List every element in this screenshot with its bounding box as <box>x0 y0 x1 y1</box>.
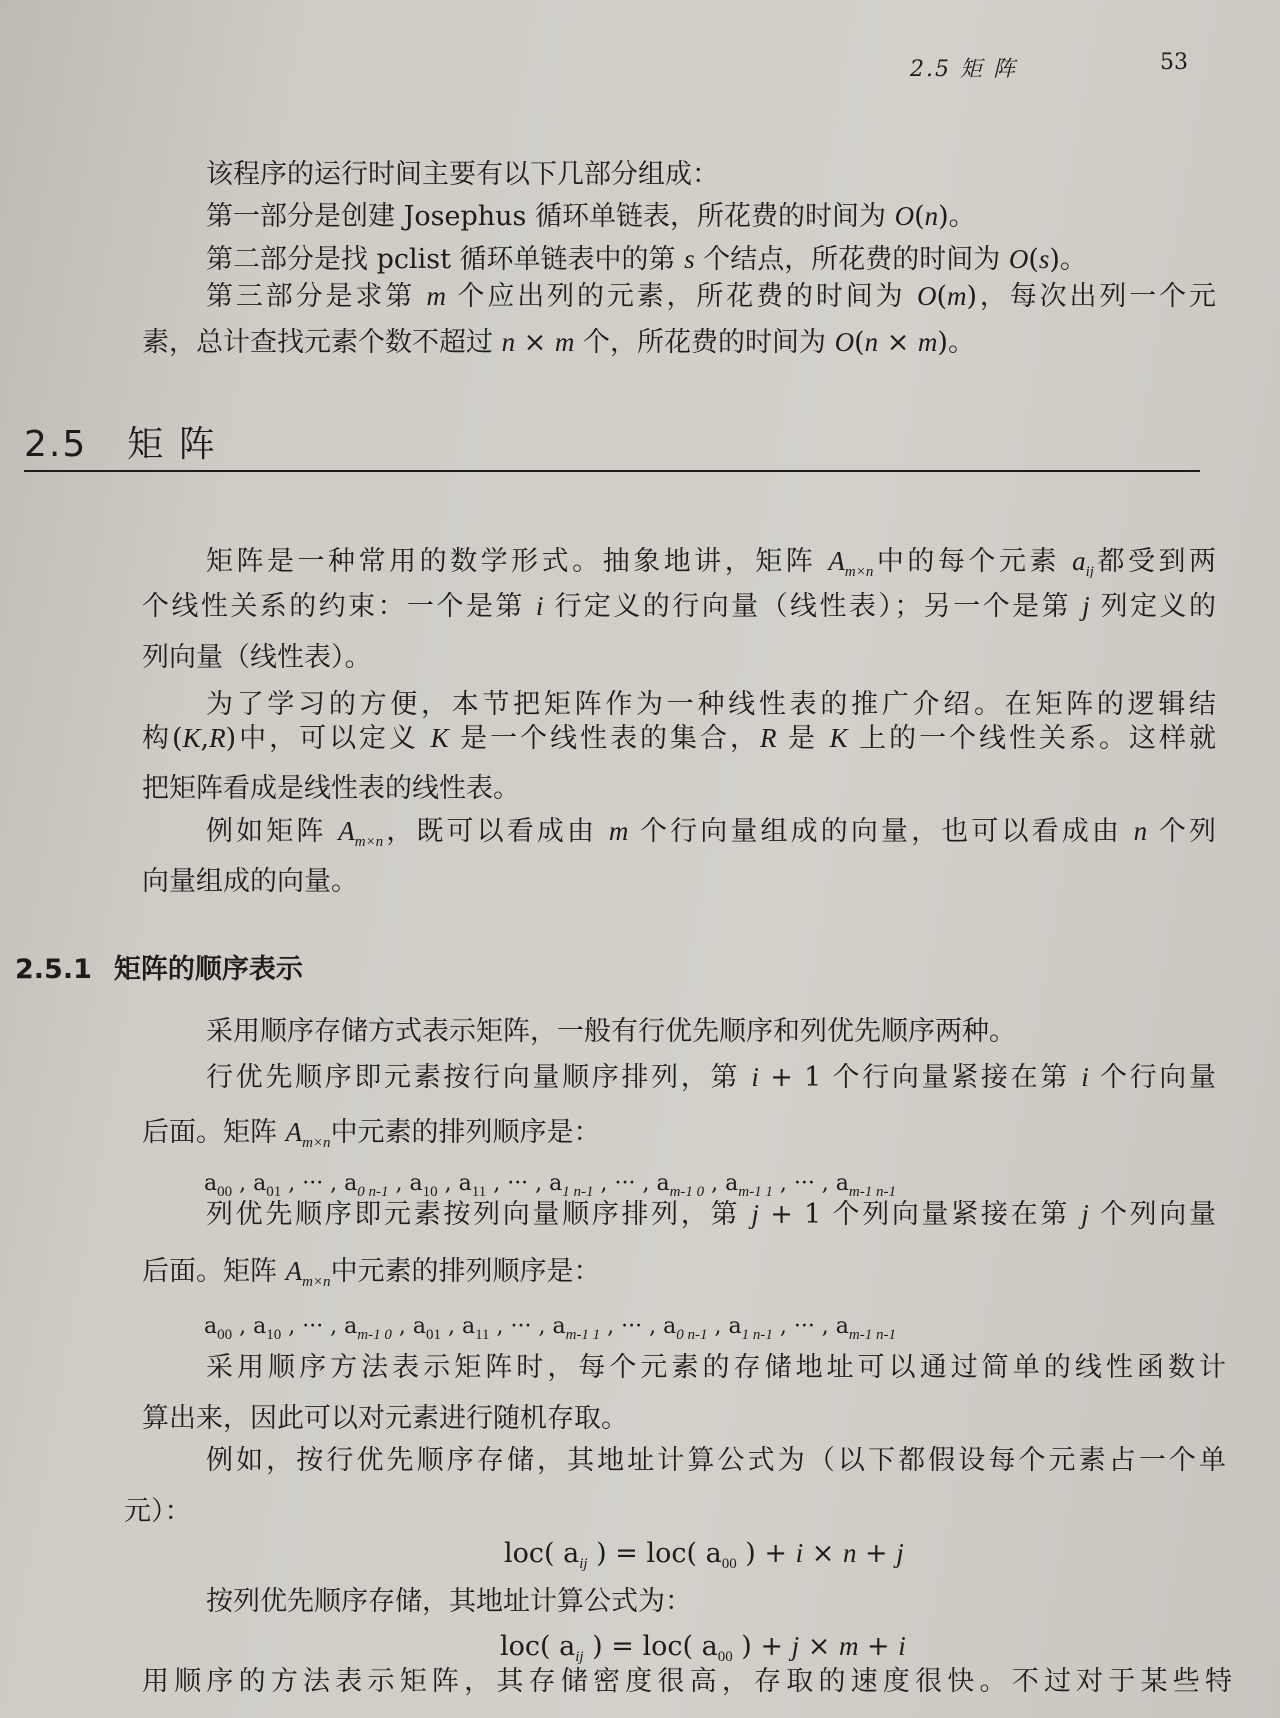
text-run: 元）： <box>124 1496 192 1527</box>
math-variable: j <box>791 1631 800 1661</box>
math-variable: n <box>1133 816 1148 846</box>
text-run: ( <box>914 201 925 232</box>
text-run: 例如矩阵 <box>206 816 339 847</box>
text-run: , ··· , a <box>281 1314 358 1339</box>
math-variable: R <box>209 723 226 753</box>
math-variable: K <box>430 723 449 753</box>
math-subscript: 01 <box>425 1327 441 1343</box>
text-run: a <box>204 1171 218 1196</box>
text-line <box>206 1060 1216 1094</box>
math-subscript: 1 n-1 <box>741 1327 773 1343</box>
text-run: , <box>200 723 210 754</box>
math-variable: A <box>338 816 355 846</box>
math-subscript: m-1 0 <box>669 1184 705 1200</box>
text-run: 个结点，所花费的时间为 <box>694 244 1009 275</box>
text-run: + 1 个列向量紧接在第 <box>758 1199 1082 1230</box>
math-subscript: ij <box>579 1556 588 1572</box>
text-run: ) = loc( a <box>587 1538 722 1569</box>
text-run: ( <box>1028 244 1039 275</box>
text-run: 上的一个线性关系。这样就 <box>847 723 1216 754</box>
text-run: )。 <box>938 201 976 232</box>
text-run: ( <box>854 327 865 358</box>
math-variable: m <box>608 816 629 846</box>
math-variable: m <box>838 1631 859 1661</box>
text-run: 按列优先顺序存储，其地址计算公式为： <box>206 1586 692 1617</box>
text-line <box>206 199 976 234</box>
math-subscript: 00 <box>721 1556 737 1572</box>
math-subscript: ij <box>1085 564 1094 578</box>
text-run: 中的每个元素 <box>873 546 1073 577</box>
text-line <box>142 589 1216 623</box>
text-run: , a <box>391 1314 426 1339</box>
text-run: 个线性关系的约束：一个是第 <box>142 591 536 622</box>
math-subscript: m×n <box>302 1135 331 1151</box>
math-subscript: 00 <box>717 1649 733 1665</box>
text-run: )。 <box>937 327 975 358</box>
text-run: ) = loc( a <box>583 1631 718 1662</box>
text-line <box>206 1197 1216 1231</box>
subsection-title: 矩阵的顺序表示 <box>113 954 303 985</box>
math-subscript: 0 n-1 <box>676 1327 708 1343</box>
text-run: , ··· , a <box>772 1314 849 1339</box>
text-run: + <box>856 1538 897 1569</box>
running-header-section: 2.5 矩 阵 <box>910 57 1017 82</box>
math-variable: O <box>894 201 915 231</box>
text-run: 中元素的排列顺序是： <box>330 1256 601 1287</box>
heading-rule <box>24 470 1200 472</box>
text-line <box>142 772 520 806</box>
text-run: , ··· , a <box>600 1314 677 1339</box>
math-variable: O <box>834 327 855 357</box>
math-variable: j <box>1081 1199 1089 1229</box>
text-run: × <box>878 327 918 358</box>
text-run: 采用顺序存储方式表示矩阵，一般有行优先顺序和列优先顺序两种。 <box>206 1016 1016 1047</box>
math-variable: R <box>759 723 777 753</box>
text-run: ，既可以看成由 <box>383 816 609 847</box>
text-line <box>206 279 1216 313</box>
text-line <box>142 865 358 899</box>
text-run: 算出来，因此可以对元素进行随机存取。 <box>142 1403 628 1434</box>
math-variable: i <box>898 1631 906 1661</box>
text-run: 个列 <box>1147 816 1216 847</box>
text-line <box>142 1115 601 1160</box>
text-run: a <box>204 1314 218 1339</box>
text-line <box>142 1402 628 1436</box>
subsection-heading-2-5-1 <box>15 947 303 986</box>
text-line <box>142 1665 1232 1699</box>
math-subscript: 1 n-1 <box>562 1184 594 1200</box>
text-run: loc( a <box>500 1631 576 1662</box>
text-run: , a <box>707 1314 742 1339</box>
text-line <box>142 641 372 675</box>
text-run: 第二部分是找 pclist 循环单链表中的第 <box>206 244 685 275</box>
math-variable: j <box>751 1199 759 1229</box>
text-run: loc( a <box>504 1538 580 1569</box>
math-variable: n <box>924 201 939 231</box>
text-run: , a <box>232 1171 267 1196</box>
text-run: 中元素的排列顺序是： <box>330 1117 601 1148</box>
math-variable: s <box>1038 244 1050 274</box>
text-run: 个，所花费的时间为 <box>574 327 835 358</box>
math-subscript: m-1 0 <box>357 1327 392 1343</box>
text-run: ) + <box>736 1538 796 1569</box>
text-run: , a <box>704 1171 739 1196</box>
text-run: 列向量（线性表）。 <box>142 642 372 673</box>
text-run: 该程序的运行时间主要有以下几部分组成： <box>206 159 719 190</box>
text-run: × <box>515 327 555 358</box>
math-subscript: m-1 n-1 <box>848 1184 896 1200</box>
text-run: , a <box>437 1171 472 1196</box>
math-variable: j <box>896 1538 904 1568</box>
math-variable: m <box>947 281 967 311</box>
math-subscript: m×n <box>354 834 384 848</box>
math-subscript: m-1 1 <box>565 1327 601 1343</box>
text-run: × <box>799 1631 839 1662</box>
text-run: 后面。矩阵 <box>142 1117 286 1148</box>
text-run: )中，可以定义 <box>225 723 431 754</box>
text-run: 行优先顺序即元素按行向量顺序排列，第 <box>206 1062 752 1093</box>
math-variable: m <box>554 327 575 357</box>
text-run: , ··· , a <box>593 1171 670 1196</box>
math-variable: i <box>1081 1062 1089 1092</box>
text-run: 都受到两 <box>1093 546 1216 577</box>
math-subscript: 11 <box>475 1327 490 1343</box>
math-variable: K <box>829 723 848 753</box>
math-subscript: 01 <box>266 1184 282 1200</box>
math-variable: a <box>1072 546 1086 576</box>
text-run: 素，总计查找元素个数不超过 <box>142 327 502 358</box>
text-run: 为了学习的方便，本节把矩阵作为一种线性表的推广介绍。在矩阵的逻辑结 <box>206 689 1216 720</box>
text-line <box>206 544 1216 578</box>
math-variable: O <box>916 281 937 311</box>
text-run: 个行向量 <box>1088 1062 1216 1093</box>
math-subscript: m-1 1 <box>738 1184 773 1200</box>
text-run: 第一部分是创建 Josephus 循环单链表，所花费的时间为 <box>206 201 895 232</box>
text-line <box>206 1585 692 1619</box>
text-run: × <box>803 1538 843 1569</box>
math-subscript: m×n <box>302 1274 331 1290</box>
text-run: 是 <box>776 723 830 754</box>
math-subscript: 11 <box>471 1184 487 1200</box>
math-subscript: 00 <box>217 1327 233 1343</box>
text-line <box>142 325 975 360</box>
math-variable: A <box>828 546 845 576</box>
math-subscript: m-1 n-1 <box>848 1327 896 1343</box>
text-run: 行定义的行向量（线性表）；另一个是第 <box>543 591 1083 622</box>
text-line <box>206 1015 1016 1049</box>
text-run: )。 <box>1049 244 1087 275</box>
text-run: ) + <box>732 1631 792 1662</box>
math-variable: j <box>1082 591 1090 621</box>
math-variable: K <box>182 723 201 753</box>
text-line <box>204 1310 896 1352</box>
text-run: 后面。矩阵 <box>142 1256 286 1287</box>
text-run: 向量组成的向量。 <box>142 866 358 897</box>
text-run: 第三部分是求第 <box>206 281 427 312</box>
math-variable: i <box>795 1538 804 1568</box>
text-run: + <box>858 1631 899 1662</box>
text-run: 个应出列的元素，所花费的时间为 <box>446 281 917 312</box>
math-variable: i <box>751 1062 759 1092</box>
section-number: 2.5 <box>24 424 88 465</box>
math-variable: i <box>535 591 544 621</box>
text-run: , ··· , a <box>772 1171 849 1196</box>
text-line <box>142 1254 601 1299</box>
math-subscript: 00 <box>217 1184 233 1200</box>
math-variable: n <box>864 327 879 357</box>
text-line <box>206 1444 1226 1478</box>
math-subscript: 10 <box>266 1327 282 1343</box>
text-run: 矩阵是一种常用的数学形式。抽象地讲，矩阵 <box>206 546 829 577</box>
text-run: 个列向量 <box>1088 1199 1216 1230</box>
section-heading-2-5 <box>24 416 217 467</box>
text-run: 采用顺序方法表示矩阵时，每个元素的存储地址可以通过简单的线性函数计 <box>206 1352 1226 1383</box>
text-run: 是一个线性表的集合， <box>448 723 760 754</box>
text-line <box>206 1351 1226 1385</box>
page-number: 53 <box>1160 50 1188 75</box>
text-run: 构( <box>142 723 183 754</box>
math-subscript: 0 n-1 <box>357 1184 389 1200</box>
section-title: 矩 阵 <box>127 424 217 465</box>
math-variable: m <box>426 281 447 311</box>
text-line <box>142 721 1216 755</box>
text-line <box>504 1536 904 1581</box>
text-run: 列定义的 <box>1089 591 1216 622</box>
text-run: 把矩阵看成是线性表的线性表。 <box>142 773 520 804</box>
math-subscript: m×n <box>844 564 874 578</box>
text-run: )，每次出列一个元 <box>966 281 1216 312</box>
math-subscript: ij <box>575 1649 584 1665</box>
text-line <box>206 688 1216 722</box>
math-variable: m <box>917 327 938 357</box>
subsection-number: 2.5.1 <box>15 954 92 985</box>
text-run: , a <box>232 1314 267 1339</box>
text-line <box>206 242 1087 277</box>
math-variable: s <box>684 244 695 274</box>
text-run: , ··· , a <box>486 1171 563 1196</box>
text-line <box>206 158 719 192</box>
math-variable: O <box>1008 244 1029 274</box>
text-run: , ··· , a <box>281 1171 358 1196</box>
text-run: 列优先顺序即元素按列向量顺序排列，第 <box>206 1199 752 1230</box>
text-run: + 1 个行向量紧接在第 <box>758 1062 1082 1093</box>
math-subscript: 10 <box>422 1184 438 1200</box>
math-variable: A <box>285 1256 303 1286</box>
text-run: ( <box>936 281 947 312</box>
math-variable: A <box>285 1117 303 1147</box>
text-run: 用顺序的方法表示矩阵，其存储密度很高，存取的速度很快。不过对于某些特 <box>142 1666 1232 1697</box>
text-line <box>206 814 1216 848</box>
text-run: , a <box>388 1171 423 1196</box>
math-variable: n <box>842 1538 857 1568</box>
text-run: , a <box>440 1314 476 1339</box>
text-run: 个行向量组成的向量，也可以看成由 <box>628 816 1134 847</box>
text-line <box>124 1495 192 1529</box>
math-variable: n <box>501 327 516 357</box>
text-run: 例如，按行优先顺序存储，其地址计算公式为（以下都假设每个元素占一个单 <box>206 1445 1226 1476</box>
text-run: , ··· , a <box>489 1314 566 1339</box>
